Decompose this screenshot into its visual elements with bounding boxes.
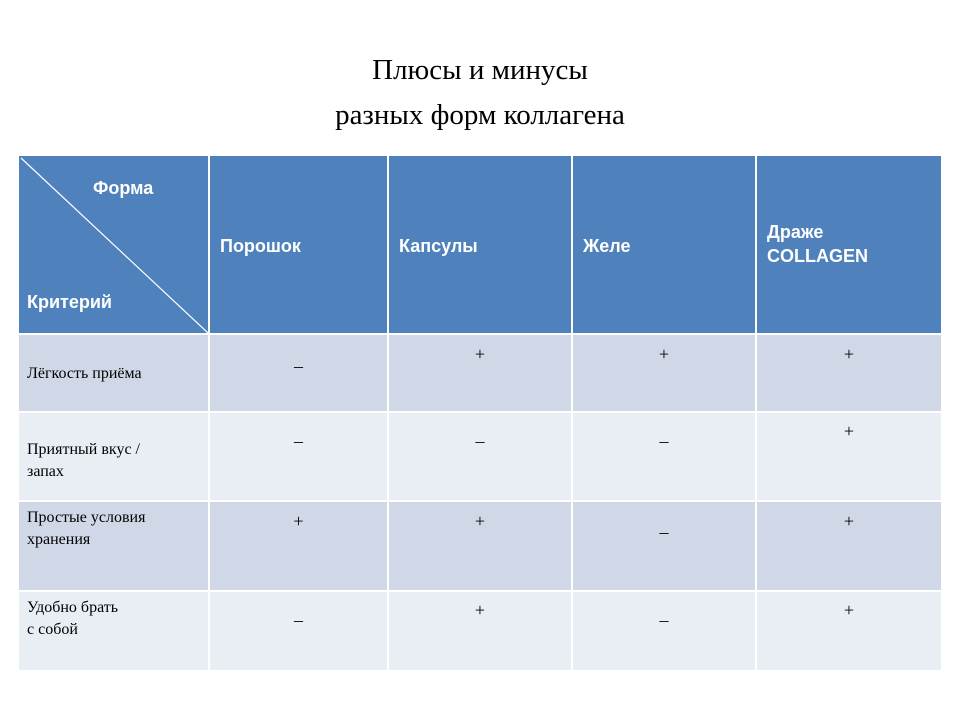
value-cell: [389, 502, 571, 590]
value-cell: [389, 413, 571, 500]
value-mark: +: [474, 344, 486, 364]
value-cell: [573, 502, 755, 590]
value-cell: [210, 413, 387, 500]
value-cell: [757, 335, 941, 411]
criterion-label: [27, 439, 140, 483]
value-cell: [389, 592, 571, 670]
value-mark: –: [659, 431, 669, 451]
value-mark: +: [843, 511, 855, 531]
value-cell: [757, 413, 941, 500]
criterion-label: Лёгкость приёма: [27, 365, 142, 382]
value-mark: +: [293, 511, 304, 531]
value-mark: –: [659, 610, 669, 630]
value-cell: [573, 335, 755, 411]
collagen-comparison-table: [19, 156, 941, 670]
value-cell: [210, 592, 387, 670]
criterion-label-line-1: Удобно брать: [27, 599, 119, 616]
table-row: [19, 413, 941, 500]
corner-label-criterion: Критерий: [27, 292, 112, 312]
criterion-label-line-2: хранения: [27, 531, 91, 548]
table-row: [19, 502, 941, 590]
header-corner-cell: [19, 156, 208, 333]
value-mark: –: [294, 356, 303, 376]
value-mark: –: [294, 431, 303, 451]
value-mark: –: [659, 522, 669, 542]
header-label: Порошок: [220, 236, 301, 256]
value-mark: –: [294, 610, 303, 630]
corner-label-form: Форма: [93, 178, 154, 198]
header-cell-capsules: [389, 156, 571, 333]
criterion-label-line-2: с собой: [27, 621, 78, 638]
value-cell: [210, 335, 387, 411]
header-label-line-2: COLLAGEN: [767, 246, 868, 266]
criterion-label-line-1: Приятный вкус /: [27, 441, 140, 458]
slide-title-line-1: Плюсы и минусы: [372, 54, 588, 86]
criterion-cell: [19, 592, 208, 670]
table-row: [19, 592, 941, 670]
value-cell: [757, 592, 941, 670]
value-mark: +: [843, 421, 855, 441]
value-cell: [573, 413, 755, 500]
value-mark: +: [474, 600, 486, 620]
value-cell: [389, 335, 571, 411]
slide-title-line-2: разных форм коллагена: [335, 99, 625, 131]
value-cell: [210, 502, 387, 590]
criterion-cell: [19, 335, 208, 411]
criterion-label: [27, 507, 145, 551]
header-label-line-1: Драже: [767, 222, 824, 242]
value-mark: +: [474, 511, 486, 531]
criterion-cell: [19, 413, 208, 500]
header-label: Желе: [583, 236, 631, 256]
criterion-label-line-2: запах: [27, 463, 64, 480]
value-cell: [757, 502, 941, 590]
value-cell: [573, 592, 755, 670]
criterion-label: [27, 597, 118, 641]
table-header-row: [19, 156, 941, 333]
value-mark: +: [843, 344, 855, 364]
value-mark: +: [843, 600, 855, 620]
criterion-label-line-1: Простые условия: [27, 509, 146, 526]
header-label: [767, 220, 868, 268]
header-cell-jelly: [573, 156, 755, 333]
value-mark: +: [658, 344, 670, 364]
header-label: Капсулы: [399, 236, 478, 256]
header-cell-powder: [210, 156, 387, 333]
table-row: [19, 335, 941, 411]
value-mark: –: [475, 431, 485, 451]
criterion-cell: [19, 502, 208, 590]
header-cell-dragee: [757, 156, 941, 333]
